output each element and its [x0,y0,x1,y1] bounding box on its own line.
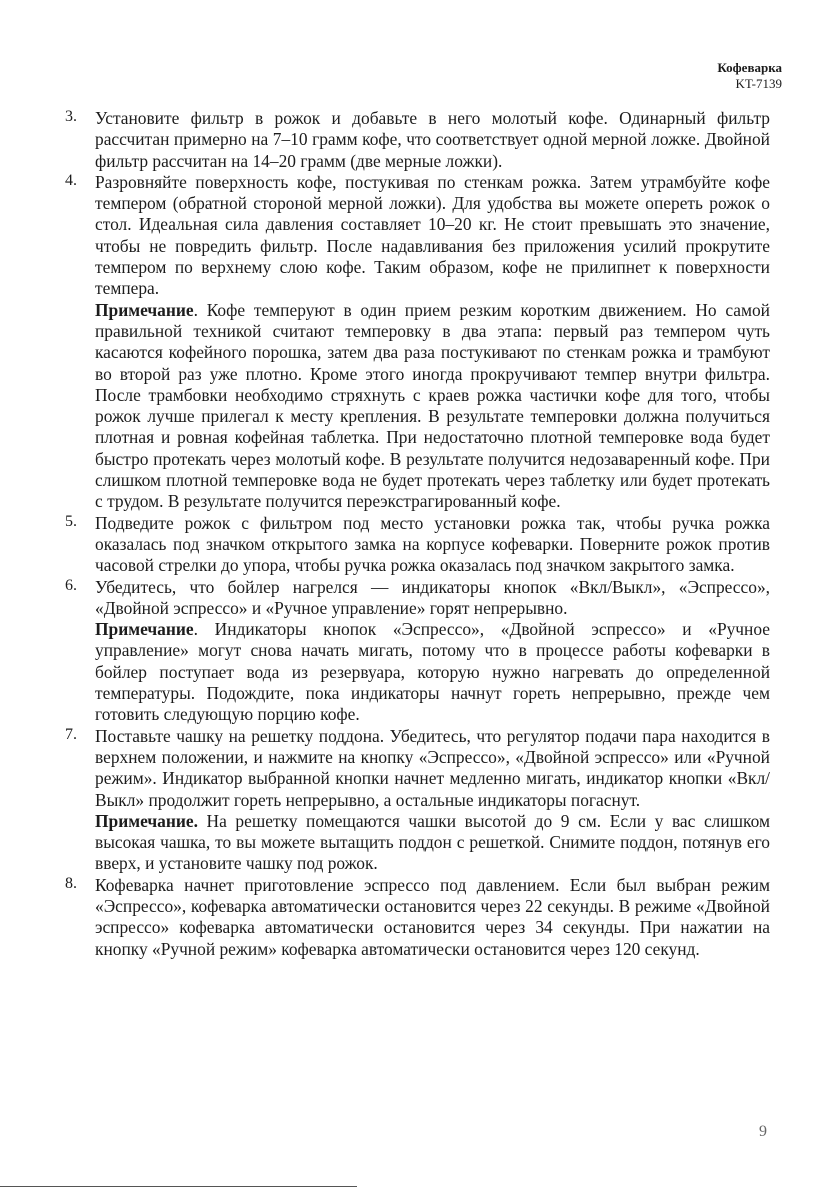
item-text: Убедитесь, что бойлер нагрелся — индикаторы кнопок «Вкл/Выкл», «Эспрессо», «Двойной эспрессо» и «Ручное управление» горят непрерывно. [95,576,770,618]
item-number: 8. [65,874,77,892]
item-text: Разровняйте поверхность кофе, постукивая по стенкам рожка. Затем утрамбуйте кофе темпером (обратной стороной мерной ложки). Для удобства вы можете опереть рожок о стол. Идеальная сила давления составляет 10–20 кг. Не стоит превышать это значение, чтобы не повредить фильтр. После надавливания без приложения усилий прокрутите темпером по верхнему слою кофе. Таким образом, кофе не прилипнет к поверхности темпера. [95,171,770,299]
item-text: Установите фильтр в рожок и добавьте в него молотый кофе. Одинарный фильтр рассчитан примерно на 7–10 грамм кофе, что соответствует одной мерной ложке. Двойной фильтр рассчитан на 14–20 грамм (две мерные ложки). [95,108,770,171]
note-label: Примечание [95,299,194,320]
list-item-5 [65,513,770,577]
model-number: KT-7139 [735,76,782,91]
item-number: 5. [65,512,77,530]
item-text: Кофеварка начнет приготовление эспрессо под давлением. Если был выбран режим «Эспрессо», кофеварка автоматически остановится через 22 секунды. В режиме «Двойной эспрессо» кофеварка автоматически остановится через 34 секунды. При нажатии на кнопку «Ручной режим» кофеварка автоматически остановится через 120 секунд. [95,874,770,959]
note-text: . Индикаторы кнопок «Эспрессо», «Двойной эспрессо» и «Ручное управление» могут снова начать мигать, потому что в процессе работы кофеварки в бойлер поступает вода из резервуара, которую нужно нагревать до определенной температуры. Подождите, пока индикаторы начнут гореть непрерывно, прежде чем готовить следующую порцию кофе. [95,619,770,725]
page-header [717,60,782,92]
note-label: Примечание. [95,810,198,831]
footer-divider [0,1186,357,1187]
list-item-6 [65,577,770,726]
note [95,811,770,875]
note [95,300,770,513]
list-item-3 [65,108,770,172]
item-number: 4. [65,171,77,189]
note-text: . Кофе темперуют в один прием резким коротким движением. Но самой правильной техникой считают темперовку в два этапа: первый раз темпером чуть касаются кофейного порошка, затем два раза постукивают по стенкам рожка и трамбуют во второй раз уже плотно. Кроме этого иногда прокручивают темпер внутри фильтра. После трамбовки необходимо стряхнуть с краев рожка частички кофе для того, чтобы рожок лучше прилегал к месту крепления. В результате темперовки должна получиться плотная и ровная кофейная таблетка. При недостаточно плотной темперовке вода будет быстро протекать через молотый кофе. В результате получится недозаваренный кофе. При слишком плотной темперовке вода не будет протекать через таблетку или будет протекать с трудом. В результате получится переэкстрагированный кофе. [95,299,770,512]
page-number: 9 [759,1123,767,1140]
item-number: 3. [65,108,77,125]
item-text: Подведите рожок с фильтром под место установки рожка так, чтобы ручка рожка оказалась под значком открытого замка на корпусе кофеварки. Поверните рожок против часовой стрелки до упора, чтобы ручка рожка оказалась под значком закрытого замка. [95,512,770,576]
item-number: 6. [65,576,77,594]
list-item-8 [65,875,770,960]
item-text: Поставьте чашку на решетку поддона. Убедитесь, что регулятор подачи пара находится в верхнем положении, и нажмите на кнопку «Эспрессо», «Двойной эспрессо» или «Ручной режим». Индикатор выбранной кнопки начнет медленно мигать, индикатор кнопки «Вкл/Выкл» продолжит гореть непрерывно, а остальные индикаторы погаснут. [95,725,770,810]
note [95,619,770,725]
instructions-list [65,108,770,960]
note-text: На решетку помещаются чашки высотой до 9 см. Если у вас слишком высокая чашка, то вы можете вытащить поддон с решеткой. Снимите поддон, потянув его вверх, и установите чашку под рожок. [95,810,770,874]
product-name: Кофеварка [717,60,782,75]
item-number: 7. [65,725,77,743]
note-label: Примечание [95,619,194,640]
list-item-4 [65,172,770,513]
list-item-7 [65,726,770,875]
